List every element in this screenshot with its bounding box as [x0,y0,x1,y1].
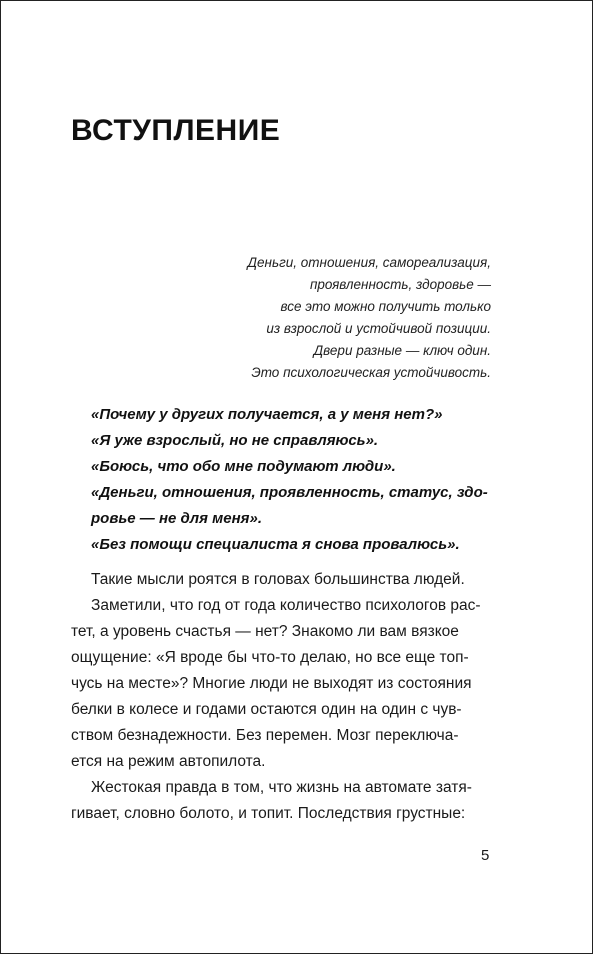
epigraph-line: Это психологическая устойчивость. [251,365,491,380]
quote-line: «Деньги, отношения, проявленность, статус, здо- [91,484,488,501]
epigraph-line: проявленность, здоровье — [309,277,491,292]
epigraph-line: все это можно получить только [280,299,491,314]
paragraph-line: Жестокая правда в том, что жизнь на автомате затя- [91,779,472,796]
paragraph-line: ощущение: «Я вроде бы что-то делаю, но все еще топ- [71,649,469,666]
paragraph-line: Такие мысли роятся в головах большинства людей. [91,571,465,588]
quote-line: «Почему у других получается, а у меня нет?» [91,406,443,423]
chapter-title: ВСТУПЛЕНИЕ [71,114,281,147]
paragraph-line: ется на режим автопилота. [71,753,266,770]
paragraph-line: Заметили, что год от года количество психологов рас- [91,597,481,614]
epigraph-line: Двери разные — ключ один. [313,343,491,358]
paragraph-line: белки в колесе и годами остаются один на один с чув- [71,701,462,718]
quote-line: ровье — не для меня». [91,510,262,527]
epigraph-line: Деньги, отношения, самореализация, [247,255,491,270]
paragraph-line: тет, а уровень счастья — нет? Знакомо ли вам вязкое [71,623,459,640]
paragraph-line: ством безнадежности. Без перемен. Мозг переключа- [71,727,459,744]
paragraph-line: чусь на месте»? Многие люди не выходят из состояния [71,675,472,692]
epigraph-line: из взрослой и устойчивой позиции. [266,321,491,336]
paragraph-line: гивает, словно болото, и топит. Последствия грустные: [71,805,466,822]
quote-line: «Я уже взрослый, но не справляюсь». [91,432,379,449]
quote-line: «Без помощи специалиста я снова провалюсь». [91,536,460,553]
body-text [71,567,491,827]
quote-line: «Боюсь, что обо мне подумают люди». [91,458,396,475]
epigraph [248,252,491,384]
quotes-block [91,402,511,558]
page-number: 5 [481,847,490,864]
